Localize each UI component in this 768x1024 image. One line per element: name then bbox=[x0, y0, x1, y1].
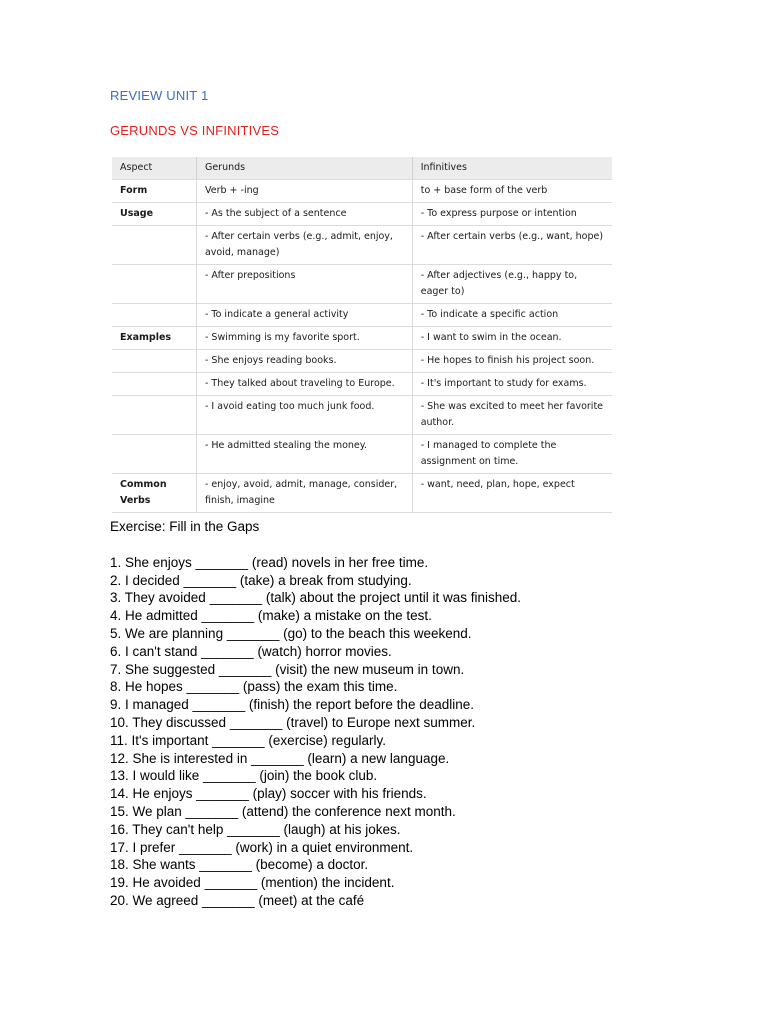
aspect-cell: Common Verbs bbox=[112, 474, 196, 513]
gerund-cell: - Swimming is my favorite sport. bbox=[196, 327, 412, 350]
aspect-cell bbox=[112, 265, 196, 304]
infinitive-cell: - I managed to complete the assignment on time. bbox=[412, 435, 612, 474]
list-item: 20. We agreed _______ (meet) at the café bbox=[110, 892, 365, 908]
gerund-cell: - To indicate a general activity bbox=[196, 304, 412, 327]
aspect-cell bbox=[112, 226, 196, 265]
infinitive-cell: - I want to swim in the ocean. bbox=[412, 327, 612, 350]
infinitive-cell: - He hopes to finish his project soon. bbox=[412, 350, 612, 373]
infinitive-cell: - After adjectives (e.g., happy to, eager to) bbox=[412, 265, 612, 304]
infinitive-cell: to + base form of the verb bbox=[412, 180, 612, 203]
table-row bbox=[112, 396, 612, 435]
list-item: 14. He enjoys _______ (play) soccer with his friends. bbox=[110, 786, 427, 802]
gerund-cell: - They talked about traveling to Europe. bbox=[196, 373, 412, 396]
list-item: 2. I decided _______ (take) a break from studying. bbox=[110, 572, 412, 588]
infinitive-cell: - To indicate a specific action bbox=[412, 304, 612, 327]
aspect-cell bbox=[112, 350, 196, 373]
table-row bbox=[112, 180, 612, 203]
gerunds-infinitives-table bbox=[112, 157, 612, 513]
list-item: 18. She wants _______ (become) a doctor. bbox=[110, 857, 369, 873]
gerund-cell: Verb + -ing bbox=[196, 180, 412, 203]
section-title: GERUNDS VS INFINITIVES bbox=[110, 123, 280, 138]
table-row bbox=[112, 435, 612, 474]
aspect-cell bbox=[112, 373, 196, 396]
table-row bbox=[112, 304, 612, 327]
list-item: 3. They avoided _______ (talk) about the project until it was finished. bbox=[110, 590, 522, 606]
infinitive-cell: - She was excited to meet her favorite author. bbox=[412, 396, 612, 435]
aspect-cell bbox=[112, 304, 196, 327]
aspect-cell bbox=[112, 435, 196, 474]
gerund-cell: - After prepositions bbox=[196, 265, 412, 304]
list-item: 5. We are planning _______ (go) to the beach this weekend. bbox=[110, 625, 472, 641]
list-item: 11. It's important _______ (exercise) regularly. bbox=[110, 732, 386, 748]
header-aspect: Aspect bbox=[112, 157, 196, 180]
unit-title: REVIEW UNIT 1 bbox=[110, 88, 209, 103]
exercise-title: Exercise: Fill in the Gaps bbox=[110, 519, 260, 534]
list-item: 16. They can't help _______ (laugh) at his jokes. bbox=[110, 821, 401, 837]
list-item: 8. He hopes _______ (pass) the exam this time. bbox=[110, 679, 398, 695]
list-item: 1. She enjoys _______ (read) novels in her free time. bbox=[110, 554, 429, 570]
list-item: 6. I can't stand _______ (watch) horror movies. bbox=[110, 643, 392, 659]
aspect-cell: Form bbox=[112, 180, 196, 203]
table-row bbox=[112, 226, 612, 265]
table-row bbox=[112, 474, 612, 513]
infinitive-cell: - It's important to study for exams. bbox=[412, 373, 612, 396]
table-row bbox=[112, 373, 612, 396]
table-header-row bbox=[112, 157, 612, 180]
infinitive-cell: - After certain verbs (e.g., want, hope) bbox=[412, 226, 612, 265]
list-item: 17. I prefer _______ (work) in a quiet environment. bbox=[110, 839, 414, 855]
list-item: 12. She is interested in _______ (learn) a new language. bbox=[110, 750, 450, 766]
list-item: 13. I would like _______ (join) the book club. bbox=[110, 768, 378, 784]
list-item: 10. They discussed _______ (travel) to Europe next summer. bbox=[110, 714, 476, 730]
exercise-list bbox=[110, 554, 521, 910]
infinitive-cell: - To express purpose or intention bbox=[412, 203, 612, 226]
header-infinitives: Infinitives bbox=[412, 157, 612, 180]
gerund-cell: - As the subject of a sentence bbox=[196, 203, 412, 226]
aspect-cell bbox=[112, 396, 196, 435]
exercise-section bbox=[110, 518, 521, 910]
gerund-cell: - enjoy, avoid, admit, manage, consider, finish, imagine bbox=[196, 474, 412, 513]
table-row bbox=[112, 203, 612, 226]
gerund-cell: - I avoid eating too much junk food. bbox=[196, 396, 412, 435]
aspect-cell: Examples bbox=[112, 327, 196, 350]
header-gerunds: Gerunds bbox=[196, 157, 412, 180]
list-item: 19. He avoided _______ (mention) the incident. bbox=[110, 875, 395, 891]
list-item: 9. I managed _______ (finish) the report before the deadline. bbox=[110, 697, 474, 713]
table-row bbox=[112, 350, 612, 373]
infinitive-cell: - want, need, plan, hope, expect bbox=[412, 474, 612, 513]
table-row bbox=[112, 327, 612, 350]
table-row bbox=[112, 265, 612, 304]
list-item: 15. We plan _______ (attend) the conference next month. bbox=[110, 803, 456, 819]
gerund-cell: - After certain verbs (e.g., admit, enjoy, avoid, manage) bbox=[196, 226, 412, 265]
aspect-cell: Usage bbox=[112, 203, 196, 226]
list-item: 7. She suggested _______ (visit) the new museum in town. bbox=[110, 661, 465, 677]
list-item: 4. He admitted _______ (make) a mistake on the test. bbox=[110, 608, 432, 624]
gerund-cell: - She enjoys reading books. bbox=[196, 350, 412, 373]
gerund-cell: - He admitted stealing the money. bbox=[196, 435, 412, 474]
